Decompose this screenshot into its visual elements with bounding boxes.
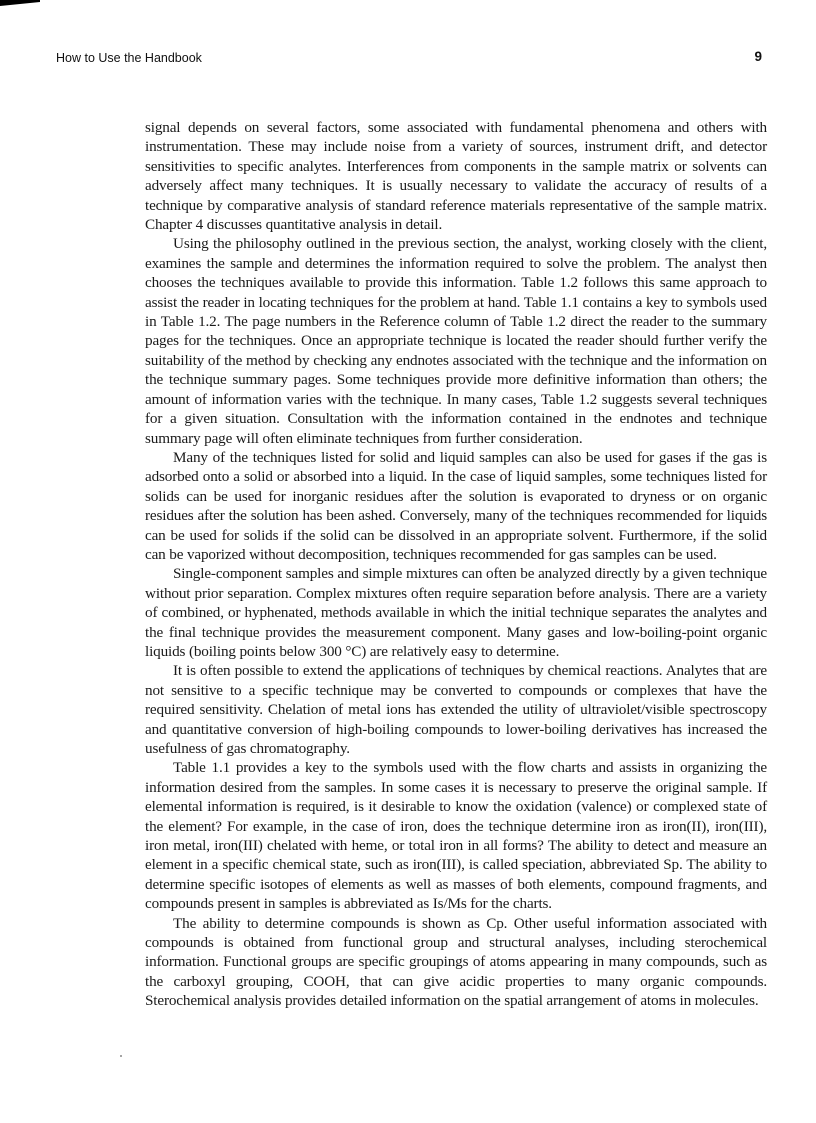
- paragraph: Many of the techniques listed for solid and liquid samples can also be used for gases if the gas is adsorbed onto a solid or absorbed into a liquid. In the case of liquid samples, some techniques listed for solids can be used for inorganic residues after the solution is evaporated to dryness or on organic residues after the solution has been ashed. Conversely, many of the techniques recommended for liquids can be used for solids if the solid can be dissolved in an appropriate solvent. Furthermore, if the solid can be vaporized without decomposition, techniques recommended for gas samples can be used.: [145, 448, 767, 563]
- paragraph: The ability to determine compounds is shown as Cp. Other useful information associated with compounds is obtained from functional group and structural analyses, including sterochemical information. Functional groups are specific groupings of atoms appearing in many compounds, such as the carboxyl grouping, COOH, that can give acidic properties to many organic compounds. Sterochemical analysis provides detailed information on the spatial arrangement of atoms in molecules.: [145, 914, 767, 1010]
- paragraph: Single-component samples and simple mixtures can often be analyzed directly by a given technique without prior separation. Complex mixtures often require separation before analysis. There are a variety of combined, or hyphenated, methods available in which the initial technique separates the analytes and the final technique provides the measurement component. Many gases and low-boiling-point organic liquids (boiling points below 300 °C) are relatively easy to determine.: [145, 565, 767, 660]
- paragraph: It is often possible to extend the applications of techniques by chemical reactions. Analytes that are not sensitive to a specific technique may be converted to compounds or complexes that have the required sensitivity. Chelation of metal ions has extended the utility of ultraviolet/visible spectroscopy and quantitative conversion of high-boiling compounds to lower-boiling derivatives has increased the usefulness of gas chromatography.: [145, 662, 767, 757]
- running-title: How to Use the Handbook: [56, 51, 202, 65]
- body-text: [145, 118, 767, 1011]
- corner-crop-mark: [0, 0, 40, 8]
- page-number: 9: [754, 49, 762, 64]
- paragraph: Table 1.1 provides a key to the symbols used with the flow charts and assists in organizing the information desired from the samples. In some cases it is necessary to preserve the original sample. If elemental information is required, is it desirable to know the oxidation (valence) or complexed state of the element? For example, in the case of iron, does the technique determine iron as iron(II), iron(III), iron metal, iron(III) chelated with heme, or total iron in all forms? The ability to detect and measure an element in a specific chemical state, such as iron(III), is called speciation, abbreviated Sp. The ability to determine specific isotopes of elements as well as masses of both elements, compound fragments, and compounds present in samples is abbreviated as Is/Ms for the charts.: [145, 759, 767, 913]
- paragraph: Using the philosophy outlined in the previous section, the analyst, working closely with the client, examines the sample and determines the information required to solve the problem. The analyst then chooses the techniques available to provide this information. Table 1.2 follows this same approach to assist the reader in locating techniques for the problem at hand. Table 1.1 contains a key to symbols used in Table 1.2. The page numbers in the Reference column of Table 1.2 direct the reader to the summary pages for the techniques. Once an appropriate technique is located the reader should further verify the suitability of the method by checking any endnotes associated with the technique and the information on the technique summary pages. Some techniques provide more definitive information than others; the amount of information varies with the technique. In many cases, Table 1.2 suggests several techniques for a given situation. Consultation with the information contained in the endnotes and technique summary page will often eliminate techniques from further consideration.: [145, 235, 767, 447]
- running-header: [56, 48, 762, 68]
- stray-mark: [120, 1055, 122, 1057]
- paragraph: signal depends on several factors, some associated with fundamental phenomena and others with instrumentation. These may include noise from a variety of sources, instrument drift, and detector sensitivities to specific analytes. Interferences from components in the sample matrix or solvents can adversely affect many techniques. It is usually necessary to validate the accuracy of results of a technique by comparative analysis of standard reference materials representative of the sample matrix. Chapter 4 discusses quantitative analysis in detail.: [145, 119, 767, 234]
